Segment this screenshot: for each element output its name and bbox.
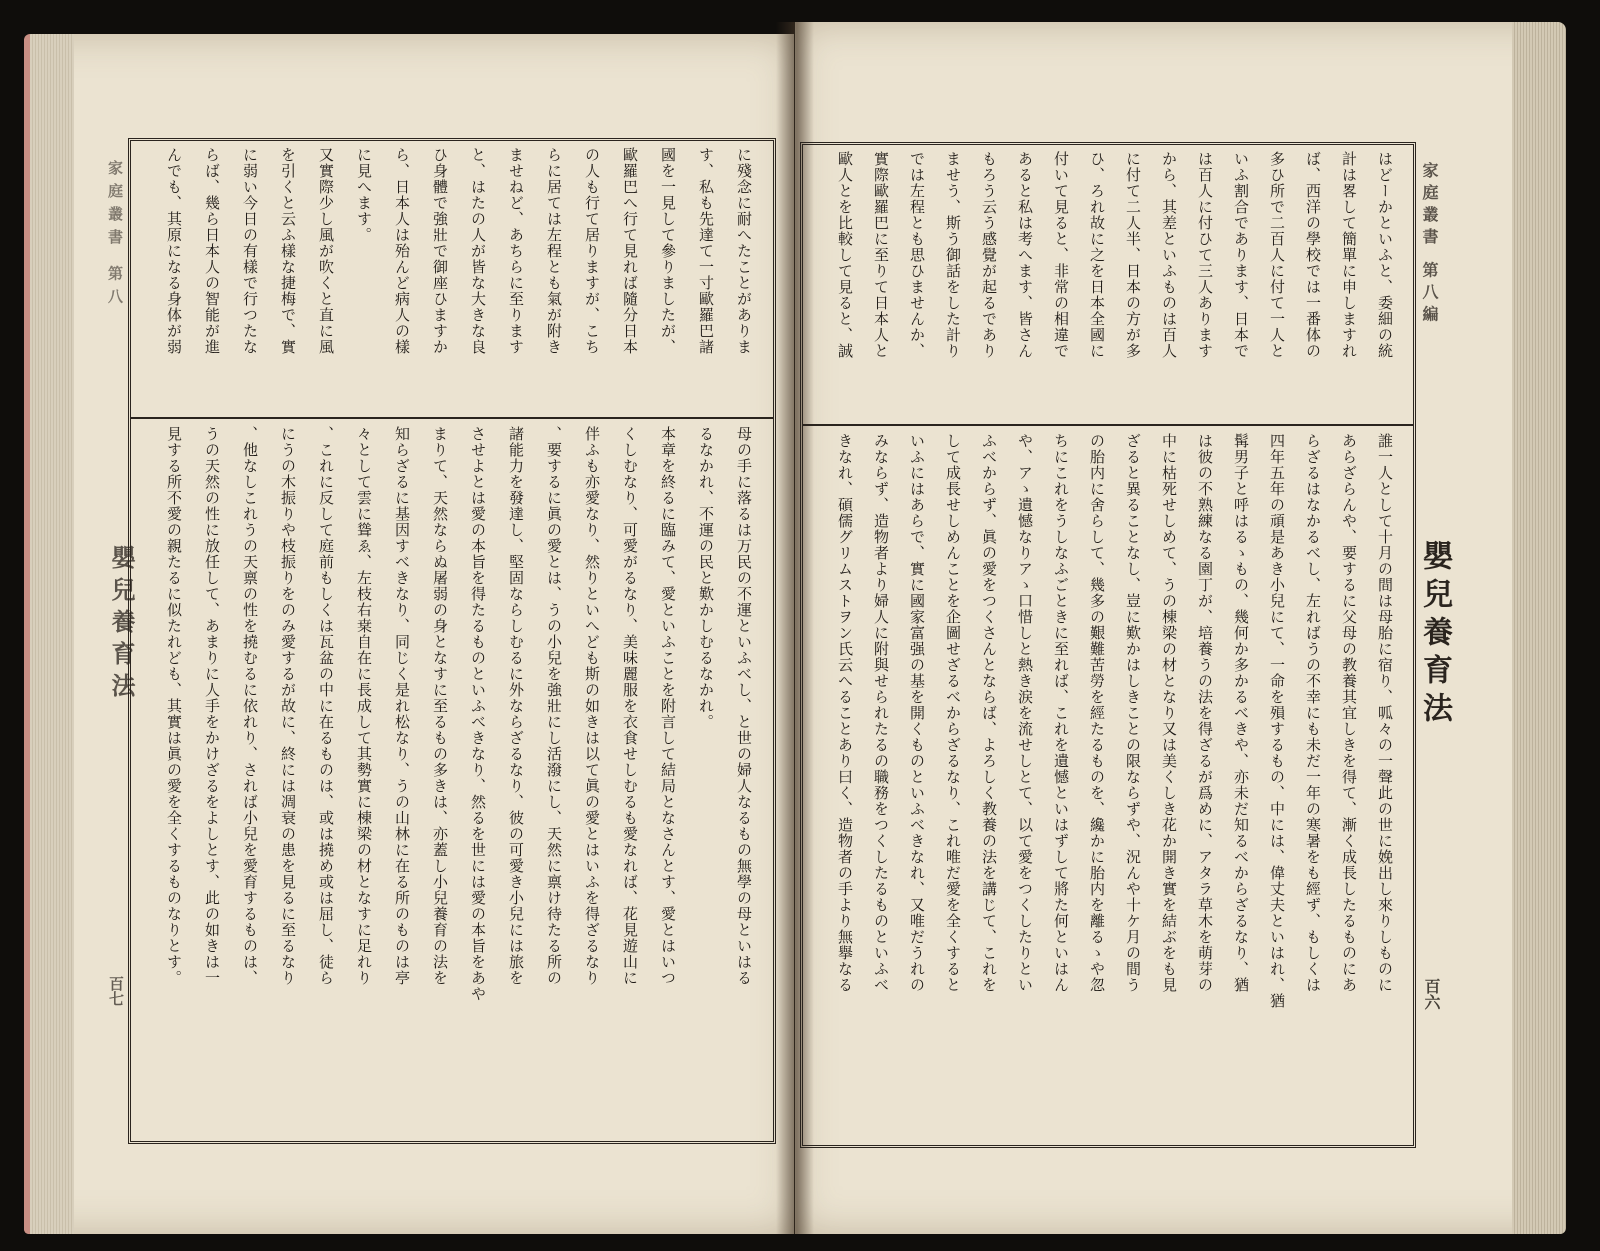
text-column: させよとは愛の本旨を得たるものといふべきなり、然るを世には愛の本旨をあや (469, 426, 487, 1002)
text-column: きなれ、碩儒グリムストヲン氏云へることあり曰く、造物者の手より無擧なる (836, 433, 854, 993)
text-column: 付いて見ると、非常の相違で (1052, 151, 1070, 359)
text-column: んでも、其原になる身体が弱 (165, 147, 183, 355)
page-number-right: 百六 (1422, 978, 1441, 1010)
text-column: 歐人とを比較して見ると、誠 (836, 151, 854, 359)
text-column: らば、幾ら日本人の智能が進 (203, 147, 221, 355)
left-lower-section (141, 426, 763, 1132)
page-number-left: 百七 (107, 976, 125, 1006)
text-column: 伴ふも亦愛なり、然りといへども斯の如きは以て眞の愛とはいふを得ざるなり (583, 426, 601, 986)
text-column: 計は畧して簡單に申しますれ (1340, 151, 1358, 359)
text-column: 四年五年の頑是あき小兒にて、一命を殞するもの、中には、偉丈夫といはれ、猶 (1268, 433, 1286, 1009)
chapter-title-right: 嬰兒養育法 (1417, 540, 1452, 730)
text-column: 多ひ所で二百人に付て一人と (1268, 151, 1286, 359)
text-column: 中に枯死せしめて、うの棟梁の材となり又は美くしき花か開き實を結ぶをも見 (1160, 433, 1178, 993)
text-column: ざると異ることなし、豈に歎かはしきことの限ならずや、況んや十ケ月の間う (1124, 433, 1142, 993)
text-column: から、其差といふものは百人 (1160, 151, 1178, 359)
text-column: みならず、造物者より婦人に附與せられたるの職務をつくしたるものといふべ (872, 433, 890, 993)
text-column: いふにはあらで、實に國家富强の基を開くものといふべきなれ、又唯だうれの (908, 433, 926, 993)
text-column: 々として雲に聳ゑ、左枝右枽自在に長成して其勢實に棟梁の材となすに足れり (355, 426, 373, 986)
text-column: るなかれ、不運の民と歎かしむるなかれ。 (697, 426, 715, 730)
text-column: して成長せしめんことを企圖せざるべからざるなり、これ唯だ愛を全くすると (944, 433, 962, 993)
text-column: 國を一見して參りましたが、 (659, 147, 677, 355)
text-column: は百人に付ひて三人あります (1196, 151, 1214, 359)
text-column: 本章を終るに臨みて、愛といふことを附言して結局となさんとす、愛とはいつ (659, 426, 677, 986)
running-title-left: 家庭叢書 第八 (106, 160, 124, 312)
right-upper-section (813, 151, 1403, 417)
text-column: あらざらんや、要するに父母の教養其宜しきを得て、漸く成長したるものにあ (1340, 433, 1358, 993)
text-column: 歐羅巴へ行て見れば隨分日本 (621, 147, 639, 355)
text-column: 誰一人として十月の間は母胎に宿り、呱々の一聲此の世に娩出し來りしものに (1376, 433, 1394, 993)
text-column: 實際歐羅巴に至りて日本人と (872, 151, 890, 359)
text-column: に弱い今日の有樣で行つたな (241, 147, 259, 355)
text-column: ひ、ろれ故に之を日本全國に (1088, 151, 1106, 359)
right-section-divider (803, 424, 1413, 426)
text-column: にうの木振りや枝振りをのみ愛するが故に、終には凋衰の患を見るに至るなり (279, 426, 297, 986)
text-column: 、要するに眞の愛とは、うの小兒を強壯にし活潑にし、天然に禀け待たる所の (545, 426, 563, 986)
text-column: す、私も先達て一寸歐羅巴諸 (697, 147, 715, 355)
text-column: 母の手に落るは万民の不運といふべし、と世の婦人なるもの無學の母といはる (735, 426, 753, 986)
text-column: や、アゝ遺憾なりアゝ口惜しと熱き涙を流せしとて、以て愛をつくしたりとい (1016, 433, 1034, 993)
text-column: あると私は考へます、皆さん (1016, 151, 1034, 359)
right-text-frame (800, 142, 1416, 1148)
text-column: ませう、斯う御話をした計り (944, 151, 962, 359)
text-column: 、他なしこれうの天禀の性を撓むるに依れり、されば小兒を愛育するものは、 (241, 426, 259, 986)
text-column: ひ身體で強壯で御座ひますか (431, 147, 449, 355)
chapter-title-left: 嬰兒養育法 (107, 545, 136, 705)
text-column: 髯男子と呼はるゝもの、幾何か多かるべきや、亦未だ知るべからざるなり、猶 (1232, 433, 1250, 993)
text-column: は彼の不熟練なる園丁が、培養うの法を得ざるが爲めに、アタラ草木を萌芽の (1196, 433, 1214, 993)
running-title-right: 家庭叢書 第八編 (1420, 162, 1439, 328)
left-page-edges (24, 34, 74, 1234)
text-column: らざるはなかるべし、左ればうの不幸にも未だ一年の寒暑をも經ず、もしくは (1304, 433, 1322, 993)
text-column: 諸能力を發達し、堅固ならしむるに外ならざるなり、彼の可愛き小兒には旅を (507, 426, 525, 986)
text-column: の人も行て居りますが、こち (583, 147, 601, 355)
text-column: を引くと云ふ樣な捷梅で、實 (279, 147, 297, 355)
left-upper-section (141, 147, 763, 411)
text-column: まりて、天然ならぬ屠弱の身となすに至るもの多きは、亦蓋し小兒養育の法を (431, 426, 449, 986)
text-column: らに居ては左程とも氣が附き (545, 147, 563, 355)
text-column: 見する所不愛の親たるに似たれども、其實は眞の愛を全くするものなりとす。 (165, 426, 183, 986)
right-lower-section (813, 433, 1403, 1137)
text-column: 、これに反して庭前もしくは瓦盆の中に在るものは、或は撓め或は屈し、徒ら (317, 426, 335, 986)
text-column: はどーかといふと、委細の統 (1376, 151, 1394, 359)
left-section-divider (131, 417, 773, 419)
text-column: ちにこれをうしなふごときに至れば、これを遺憾といはずして將た何といはん (1052, 433, 1070, 993)
text-column: ませねど、あちらに至ります (507, 147, 525, 355)
text-column: もろう云う感覺が起るであり (980, 151, 998, 359)
text-column: ふべからず、眞の愛をつくさんとならば、よろしく教養の法を講じて、これを (980, 433, 998, 993)
text-column: に付て二人半、日本の方が多 (1124, 151, 1142, 359)
text-column: に見へます。 (355, 147, 373, 243)
text-column: と、はたの人が皆な大きな良 (469, 147, 487, 355)
text-column: くしむなり、可愛がるなり、美味麗服を衣食せしむるも愛なれば、花見遊山に (621, 426, 639, 986)
text-column: 又實際少し風が吹くと直に風 (317, 147, 335, 355)
right-page-edges (1512, 22, 1566, 1234)
text-column: に殘念に耐へたことがありま (735, 147, 753, 355)
text-column: では左程とも思ひませんか、 (908, 151, 926, 359)
text-column: 知らざるに基因すべきなり、同じく是れ松なり、うの山林に在る所のものは亭 (393, 426, 411, 986)
text-column: ば、西洋の學校では一番体の (1304, 151, 1322, 359)
text-column: の胎内に舍らして、幾多の艱難苦勞を經たるものを、纔かに胎内を離るゝや忽 (1088, 433, 1106, 993)
left-text-frame (128, 138, 776, 1144)
text-column: うの天然の性に放任して、あまりに人手をかけざるをよしとす、此の如きは一 (203, 426, 221, 986)
text-column: ら、日本人は殆んど病人の樣 (393, 147, 411, 355)
text-column: いふ割合であります、日本で (1232, 151, 1250, 359)
